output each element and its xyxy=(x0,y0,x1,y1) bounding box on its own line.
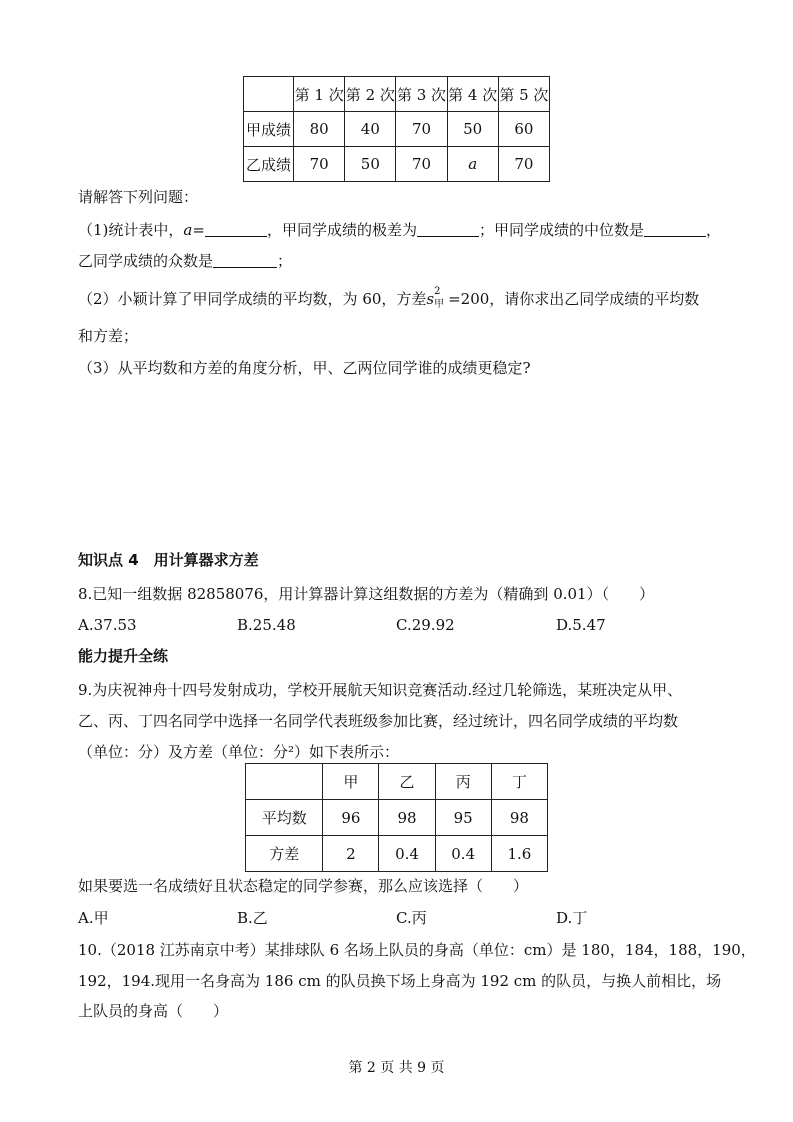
table-header-cell: 乙 xyxy=(379,764,435,800)
q7-part1-line2 xyxy=(78,251,292,271)
table-cell: 1.6 xyxy=(491,836,547,872)
table-cell: 方差 xyxy=(246,836,323,872)
q7-sup: 2 xyxy=(434,286,441,297)
table-cell: 乙成绩 xyxy=(244,147,294,182)
q7-part1-text-c: ，甲同学成绩的极差为 xyxy=(266,221,417,239)
answer-blank[interactable] xyxy=(205,222,267,237)
table-row xyxy=(244,147,550,182)
table-cell: 98 xyxy=(491,800,547,836)
table-cell: 50 xyxy=(447,112,498,147)
table-row xyxy=(244,112,550,147)
q7-sub: 甲 xyxy=(434,299,445,310)
q10-line3: 上队员的身高（ ） xyxy=(78,1002,229,1020)
q9-question: 如果要选一名成绩好且状态稳定的同学参赛，那么应该选择（ ） xyxy=(78,877,529,895)
q10-line2: 192，194.现用一名身高为 186 cm 的队员换下场上身高为 192 cm 的队员，与换人前相比，场 xyxy=(78,972,722,990)
answer-blank[interactable] xyxy=(417,222,479,237)
table-header-cell: 第 3 次 xyxy=(396,77,447,112)
table-header-cell xyxy=(246,764,323,800)
table-header-cell: 第 4 次 xyxy=(447,77,498,112)
q7-part1 xyxy=(78,220,721,240)
table-cell: 80 xyxy=(294,112,345,147)
table-cell: 平均数 xyxy=(246,800,323,836)
table-cell: 50 xyxy=(345,147,396,182)
q9-option-d[interactable]: D.丁 xyxy=(556,909,588,927)
q7-part2-text-a: （2）小颖计算了甲同学成绩的平均数，为 60，方差 xyxy=(78,290,427,308)
table-cell: 甲成绩 xyxy=(244,112,294,147)
q7-part1-text-e: ， xyxy=(705,221,721,239)
answer-blank[interactable] xyxy=(644,222,706,237)
q10-line1: 10.（2018 江苏南京中考）某排球队 6 名场上队员的身高（单位：cm）是 180，184，188，190， xyxy=(78,941,756,959)
q7-prompt: 请解答下列问题： xyxy=(78,188,199,206)
section-heading-ability: 能力提升全练 xyxy=(78,647,169,665)
page-footer: 第 2 页 共 9 页 xyxy=(348,1060,445,1076)
score-table xyxy=(243,76,550,182)
q9-option-c[interactable]: C.丙 xyxy=(396,909,427,927)
section-heading: 知识点 4 用计算器求方差 xyxy=(78,551,259,569)
table-cell: 60 xyxy=(498,112,549,147)
table-cell: 2 xyxy=(323,836,379,872)
q7-part1-text-b: = xyxy=(192,221,205,239)
table-cell: 95 xyxy=(435,800,491,836)
table-cell: 70 xyxy=(396,147,447,182)
q7-part1-end: ； xyxy=(277,252,293,270)
table-cell: 40 xyxy=(345,112,396,147)
answer-blank[interactable] xyxy=(213,253,277,268)
q9-option-b[interactable]: B.乙 xyxy=(237,909,268,927)
q8-option-a[interactable]: A.37.53 xyxy=(78,616,137,634)
table-row xyxy=(246,836,548,872)
q9-line2: 乙、丙、丁四名同学中选择一名同学代表班级参加比赛，经过统计，四名同学成绩的平均数 xyxy=(78,712,679,730)
table-header-cell xyxy=(244,77,294,112)
table-header-cell: 丁 xyxy=(491,764,547,800)
table-header-cell: 第 1 次 xyxy=(294,77,345,112)
table-row xyxy=(246,800,548,836)
q7-part1-text-a: （1)统计表中， xyxy=(78,221,184,239)
table-header-cell: 甲 xyxy=(323,764,379,800)
table-cell: 70 xyxy=(498,147,549,182)
q8-option-d[interactable]: D.5.47 xyxy=(556,616,606,634)
q9-option-a[interactable]: A.甲 xyxy=(78,909,109,927)
q8-option-c[interactable]: C.29.92 xyxy=(396,616,455,634)
q8-option-b[interactable]: B.25.48 xyxy=(237,616,296,634)
q7-variance-symbol: s xyxy=(426,290,435,308)
q7-part3: （3）从平均数和方差的角度分析，甲、乙两位同学谁的成绩更稳定? xyxy=(78,359,531,377)
q7-var-a: a xyxy=(183,221,193,239)
table-header-cell: 丙 xyxy=(435,764,491,800)
table-cell: 0.4 xyxy=(379,836,435,872)
table-cell: 96 xyxy=(323,800,379,836)
q7-part2-line2: 和方差； xyxy=(78,327,139,345)
q7-part1-text-d: ；甲同学成绩的中位数是 xyxy=(478,221,644,239)
q9-line1: 9.为庆祝神舟十四号发射成功，学校开展航天知识竞赛活动.经过几轮筛选，某班决定从甲、 xyxy=(78,681,683,699)
q7-part2 xyxy=(78,286,700,310)
table-cell: 70 xyxy=(294,147,345,182)
q7-part1-line2-text: 乙同学成绩的众数是 xyxy=(78,252,214,270)
variance-table xyxy=(245,763,548,872)
table-header-cell: 第 5 次 xyxy=(498,77,549,112)
table-cell: 70 xyxy=(396,112,447,147)
table-header-cell: 第 2 次 xyxy=(345,77,396,112)
q9-line3: （单位：分）及方差（单位：分²）如下表所示： xyxy=(78,743,400,761)
table-cell: a xyxy=(447,147,498,182)
q8-stem: 8.已知一组数据 82858076，用计算器计算这组数据的方差为（精确到 0.01）（ ） xyxy=(78,585,655,603)
table-cell: 0.4 xyxy=(435,836,491,872)
q7-part2-text-b: =200，请你求出乙同学成绩的平均数 xyxy=(448,290,700,308)
table-cell: 98 xyxy=(379,800,435,836)
